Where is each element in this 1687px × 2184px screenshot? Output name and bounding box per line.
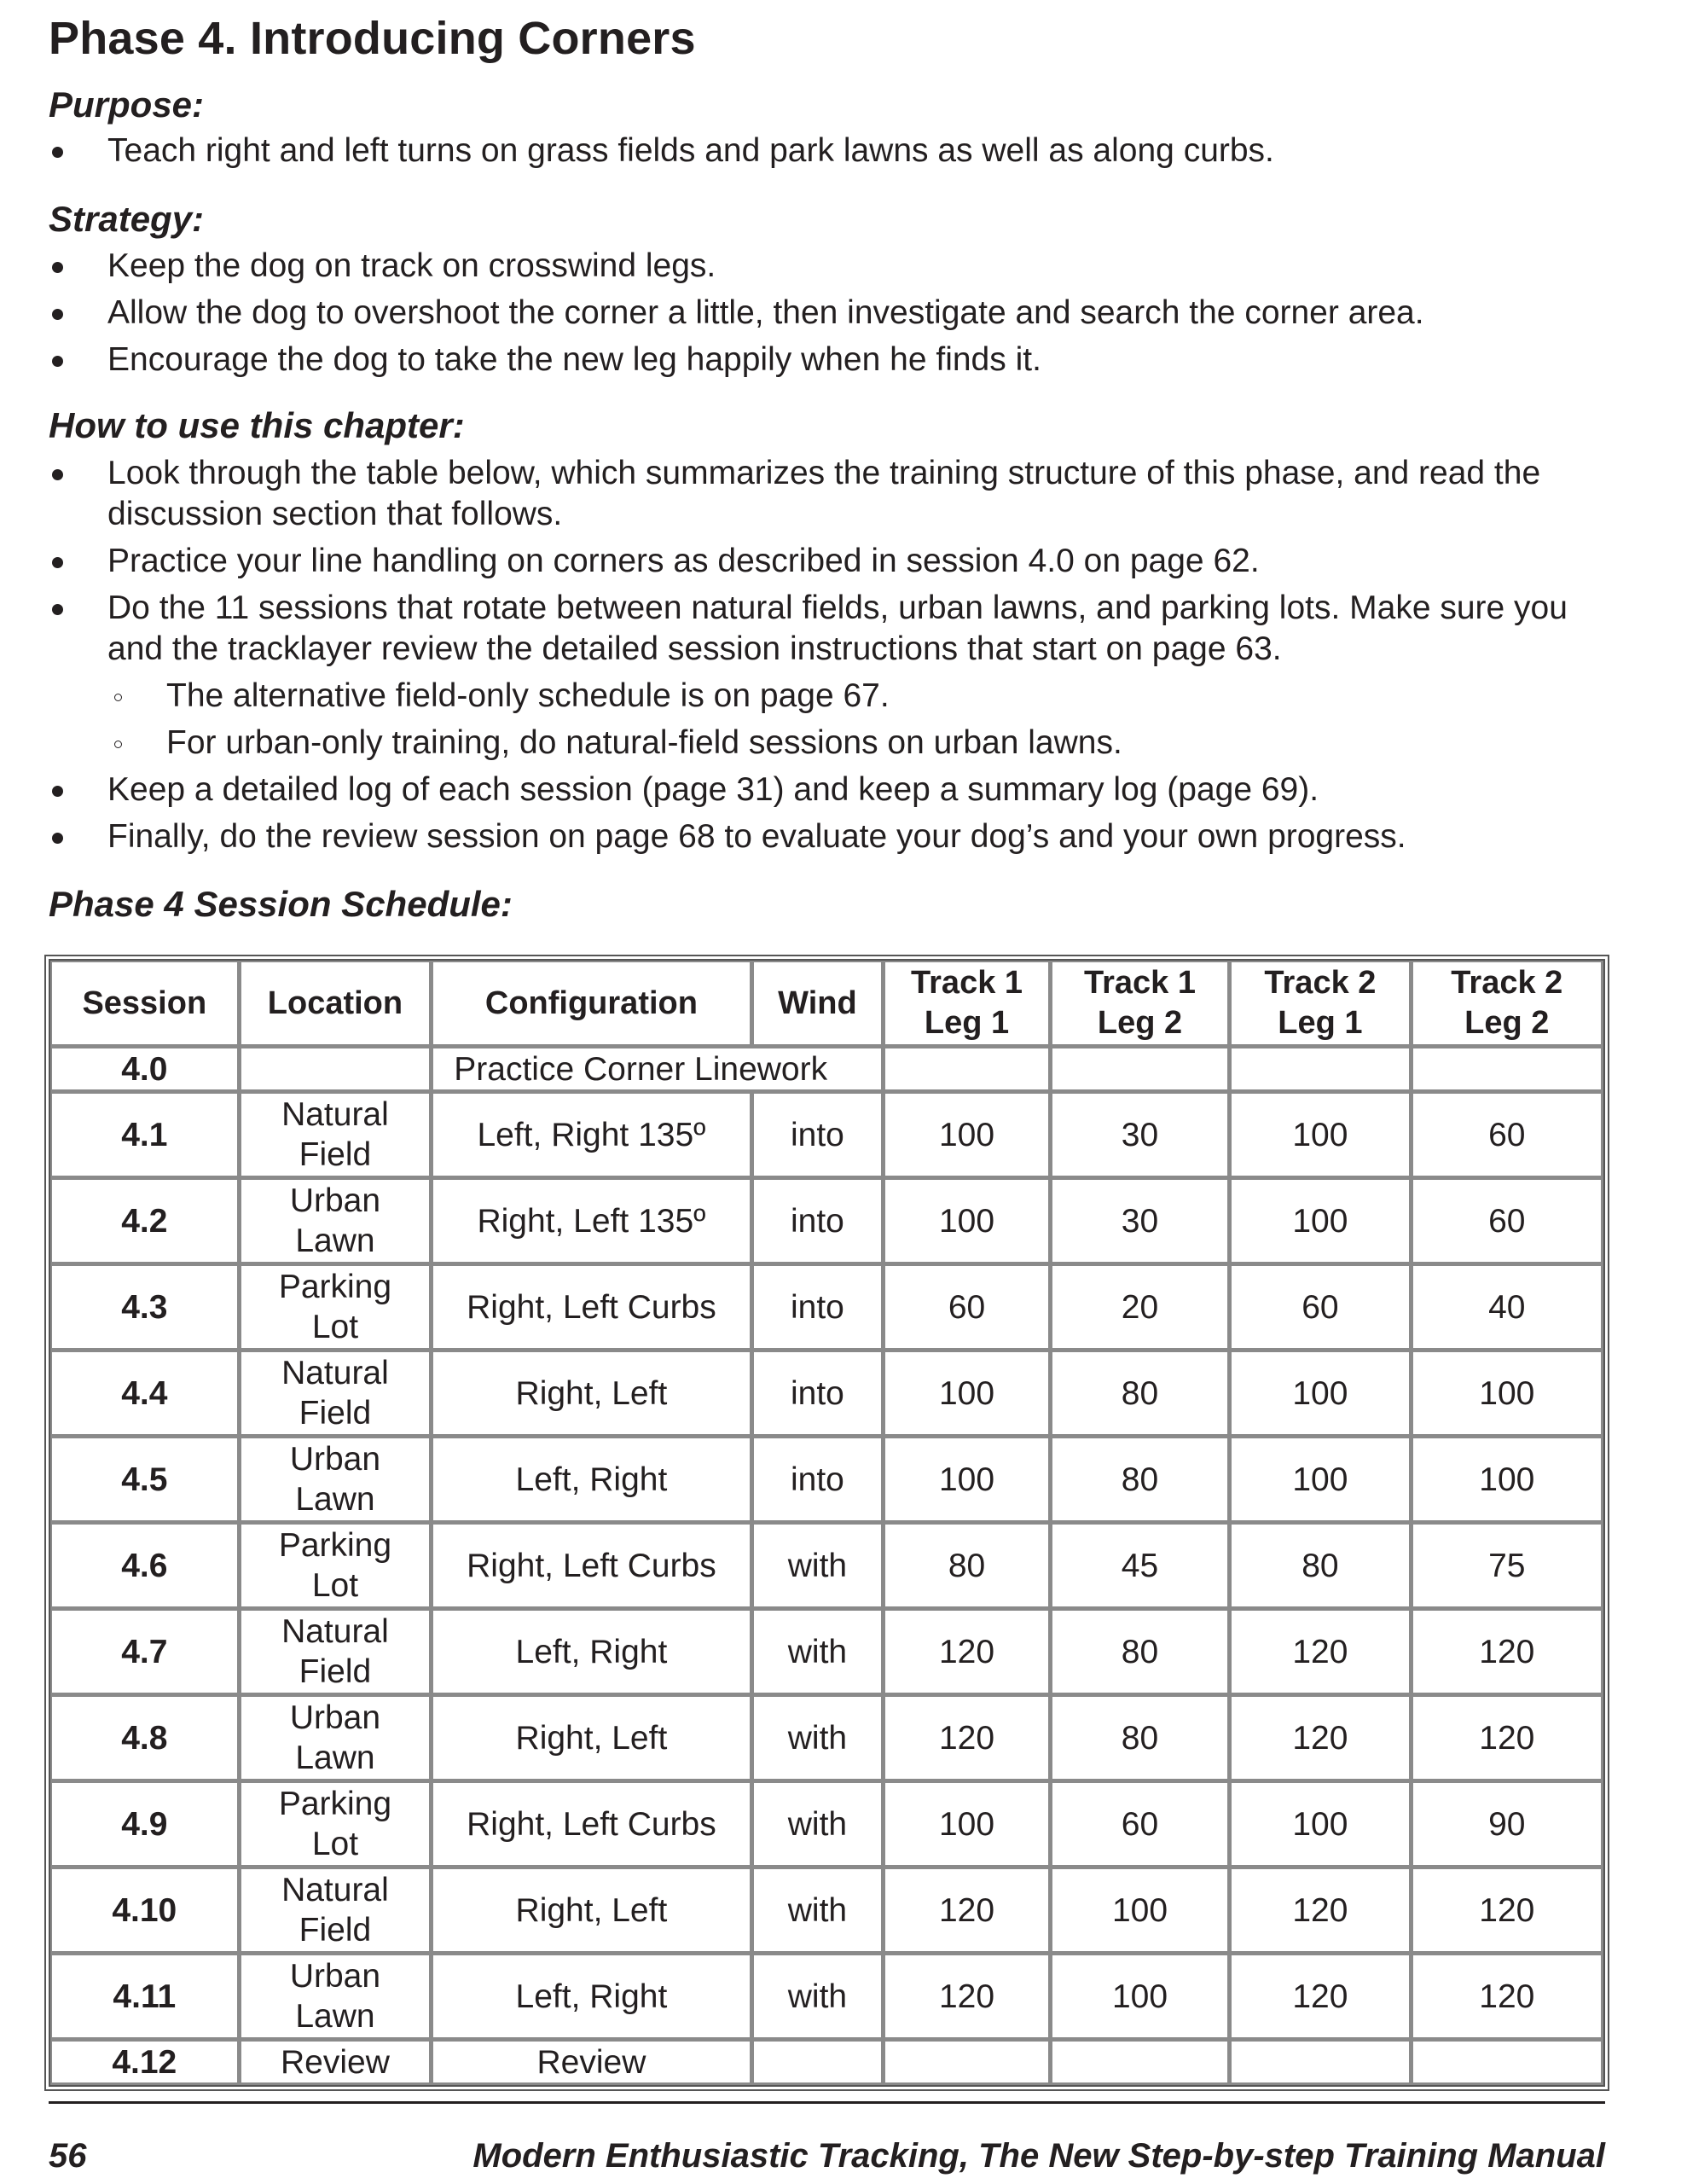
value-cell <box>1412 2040 1603 2085</box>
location-cell: Parking Lot <box>240 1781 432 1867</box>
value-cell: 75 <box>1412 1523 1603 1609</box>
table-row <box>50 1178 1603 1264</box>
configuration-cell: Right, Left Curbs <box>432 1523 751 1609</box>
configuration-cell: Left, Right <box>432 1437 751 1523</box>
location-cell: Parking Lot <box>240 1264 432 1350</box>
page-number: 56 <box>49 2137 87 2175</box>
value-cell: 100 <box>884 1178 1051 1264</box>
header-location: Location <box>240 961 432 1047</box>
value-cell: 100 <box>884 1437 1051 1523</box>
session-cell: 4.4 <box>50 1350 240 1437</box>
value-cell: 120 <box>1230 1609 1411 1695</box>
wind-cell: with <box>752 1695 884 1781</box>
header-session: Session <box>50 961 240 1047</box>
purpose-list <box>49 131 1605 177</box>
wind-cell: with <box>752 1781 884 1867</box>
wind-cell <box>752 2040 884 2085</box>
bullet-icon <box>52 262 63 273</box>
session-cell: 4.1 <box>50 1092 240 1178</box>
session-cell: 4.3 <box>50 1264 240 1350</box>
value-cell: 45 <box>1051 1523 1230 1609</box>
list-item: Keep the dog on track on crosswind legs. <box>49 246 1605 287</box>
value-cell: 80 <box>1051 1350 1230 1437</box>
location-cell: Urban Lawn <box>240 1437 432 1523</box>
list-item: Keep a detailed log of each session (page 31) and keep a summary log (page 69). <box>49 770 1605 810</box>
value-cell: 120 <box>1230 1867 1411 1954</box>
value-cell: 80 <box>1051 1609 1230 1695</box>
table-row <box>50 1695 1603 1781</box>
list-item: Encourage the dog to take the new leg happily when he finds it. <box>49 340 1605 380</box>
value-cell: 60 <box>1230 1264 1411 1350</box>
session-cell: 4.9 <box>50 1781 240 1867</box>
value-cell: 60 <box>1412 1092 1603 1178</box>
header-wind: Wind <box>752 961 884 1047</box>
bullet-icon <box>52 309 63 320</box>
location-cell: Urban Lawn <box>240 1954 432 2040</box>
location-cell: Parking Lot <box>240 1523 432 1609</box>
list-item: Finally, do the review session on page 68 to evaluate your dog’s and your own progress. <box>49 816 1605 857</box>
session-cell: 4.0 <box>50 1047 240 1092</box>
value-cell: 120 <box>1412 1954 1603 2040</box>
header-track1-leg2: Track 1 Leg 2 <box>1051 961 1230 1047</box>
schedule-heading: Phase 4 Session Schedule: <box>49 884 513 924</box>
location-cell: Review <box>240 2040 432 2085</box>
value-cell <box>1230 1047 1411 1092</box>
configuration-cell: Practice Corner Linework <box>432 1047 884 1092</box>
location-cell: Natural Field <box>240 1350 432 1437</box>
list-item: Teach right and left turns on grass fields and park lawns as well as along curbs. <box>49 131 1605 171</box>
value-cell: 80 <box>884 1523 1051 1609</box>
value-cell <box>1051 2040 1230 2085</box>
configuration-cell: Right, Left <box>432 1695 751 1781</box>
sub-list-item: For urban-only training, do natural-field sessions on urban lawns. <box>49 723 1605 764</box>
configuration-cell: Right, Left Curbs <box>432 1781 751 1867</box>
header-track1-leg1: Track 1 Leg 1 <box>884 961 1051 1047</box>
configuration-cell: Right, Left <box>432 1350 751 1437</box>
bullet-icon <box>52 147 63 158</box>
table-row <box>50 1092 1603 1178</box>
wind-cell: with <box>752 1954 884 2040</box>
value-cell: 100 <box>884 1092 1051 1178</box>
header-track2-leg1: Track 2 Leg 1 <box>1230 961 1411 1047</box>
bullet-icon <box>52 786 63 797</box>
value-cell: 100 <box>1230 1178 1411 1264</box>
value-cell: 40 <box>1412 1264 1603 1350</box>
table-row <box>50 1437 1603 1523</box>
configuration-cell: Right, Left <box>432 1867 751 1954</box>
location-cell: Urban Lawn <box>240 1178 432 1264</box>
session-cell: 4.7 <box>50 1609 240 1695</box>
value-cell: 120 <box>884 1954 1051 2040</box>
location-cell: Natural Field <box>240 1092 432 1178</box>
session-cell: 4.2 <box>50 1178 240 1264</box>
wind-cell: with <box>752 1609 884 1695</box>
configuration-cell: Left, Right <box>432 1954 751 2040</box>
wind-cell: into <box>752 1437 884 1523</box>
location-cell: Urban Lawn <box>240 1695 432 1781</box>
value-cell: 120 <box>884 1867 1051 1954</box>
table-row <box>50 1867 1603 1954</box>
list-item: Do the 11 sessions that rotate between natural fields, urban lawns, and parking lots. Make sure you and the tracklayer review the detailed session instructions that start on page 63. <box>49 588 1605 670</box>
value-cell: 120 <box>1412 1867 1603 1954</box>
location-cell: Natural Field <box>240 1609 432 1695</box>
value-cell: 100 <box>1051 1867 1230 1954</box>
value-cell: 100 <box>884 1350 1051 1437</box>
bullet-icon <box>52 356 63 367</box>
value-cell: 120 <box>884 1695 1051 1781</box>
wind-cell: into <box>752 1092 884 1178</box>
header-configuration: Configuration <box>432 961 751 1047</box>
value-cell: 100 <box>1412 1437 1603 1523</box>
session-cell: 4.6 <box>50 1523 240 1609</box>
table-row <box>50 1523 1603 1609</box>
session-cell: 4.11 <box>50 1954 240 2040</box>
session-schedule-table <box>49 959 1605 2087</box>
location-cell: Natural Field <box>240 1867 432 1954</box>
list-item: Practice your line handling on corners as described in session 4.0 on page 62. <box>49 541 1605 582</box>
footer-rule <box>49 2101 1605 2104</box>
table-row <box>50 2040 1603 2085</box>
wind-cell: into <box>752 1264 884 1350</box>
value-cell <box>1230 2040 1411 2085</box>
value-cell: 30 <box>1051 1092 1230 1178</box>
value-cell <box>884 2040 1051 2085</box>
sub-list-item: The alternative field-only schedule is on page 67. <box>49 676 1605 717</box>
configuration-cell: Left, Right 135º <box>432 1092 751 1178</box>
value-cell: 120 <box>1412 1609 1603 1695</box>
table-row <box>50 1781 1603 1867</box>
value-cell: 100 <box>1230 1350 1411 1437</box>
value-cell: 100 <box>1230 1092 1411 1178</box>
session-cell: 4.5 <box>50 1437 240 1523</box>
wind-cell: with <box>752 1523 884 1609</box>
wind-cell: into <box>752 1350 884 1437</box>
value-cell <box>1051 1047 1230 1092</box>
value-cell: 120 <box>1230 1954 1411 2040</box>
bullet-icon <box>52 557 63 568</box>
value-cell <box>884 1047 1051 1092</box>
header-track2-leg2: Track 2 Leg 2 <box>1412 961 1603 1047</box>
value-cell: 100 <box>1412 1350 1603 1437</box>
table-row <box>50 1264 1603 1350</box>
value-cell: 30 <box>1051 1178 1230 1264</box>
how-to-list <box>49 453 1605 863</box>
table-row <box>50 1609 1603 1695</box>
session-cell: 4.8 <box>50 1695 240 1781</box>
list-item: Allow the dog to overshoot the corner a little, then investigate and search the corner area. <box>49 293 1605 334</box>
sub-bullet-icon <box>114 741 122 748</box>
book-title: Modern Enthusiastic Tracking, The New Step-by-step Training Manual <box>472 2137 1605 2175</box>
value-cell: 120 <box>1412 1695 1603 1781</box>
strategy-list <box>49 246 1605 386</box>
wind-cell: with <box>752 1867 884 1954</box>
configuration-cell: Review <box>432 2040 751 2085</box>
location-cell <box>240 1047 432 1092</box>
bullet-icon <box>52 604 63 615</box>
table-header-row <box>50 961 1603 1047</box>
value-cell: 80 <box>1051 1437 1230 1523</box>
value-cell: 60 <box>884 1264 1051 1350</box>
value-cell <box>1412 1047 1603 1092</box>
value-cell: 100 <box>1230 1781 1411 1867</box>
value-cell: 80 <box>1230 1523 1411 1609</box>
page-title: Phase 4. Introducing Corners <box>49 13 696 64</box>
list-item: Look through the table below, which summarizes the training structure of this phase, and read the discussion section that follows. <box>49 453 1605 535</box>
value-cell: 80 <box>1051 1695 1230 1781</box>
value-cell: 100 <box>884 1781 1051 1867</box>
table-row <box>50 1350 1603 1437</box>
bullet-icon <box>52 833 63 844</box>
table-row <box>50 1954 1603 2040</box>
value-cell: 120 <box>884 1609 1051 1695</box>
value-cell: 90 <box>1412 1781 1603 1867</box>
purpose-heading: Purpose: <box>49 84 205 125</box>
session-cell: 4.10 <box>50 1867 240 1954</box>
value-cell: 60 <box>1051 1781 1230 1867</box>
table-row <box>50 1047 1603 1092</box>
wind-cell: into <box>752 1178 884 1264</box>
strategy-heading: Strategy: <box>49 199 205 239</box>
configuration-cell: Right, Left 135º <box>432 1178 751 1264</box>
configuration-cell: Left, Right <box>432 1609 751 1695</box>
session-cell: 4.12 <box>50 2040 240 2085</box>
value-cell: 100 <box>1230 1437 1411 1523</box>
bullet-icon <box>52 469 63 480</box>
configuration-cell: Right, Left Curbs <box>432 1264 751 1350</box>
value-cell: 60 <box>1412 1178 1603 1264</box>
value-cell: 120 <box>1230 1695 1411 1781</box>
value-cell: 20 <box>1051 1264 1230 1350</box>
sub-bullet-icon <box>114 694 122 701</box>
value-cell: 100 <box>1051 1954 1230 2040</box>
how-to-heading: How to use this chapter: <box>49 405 465 445</box>
